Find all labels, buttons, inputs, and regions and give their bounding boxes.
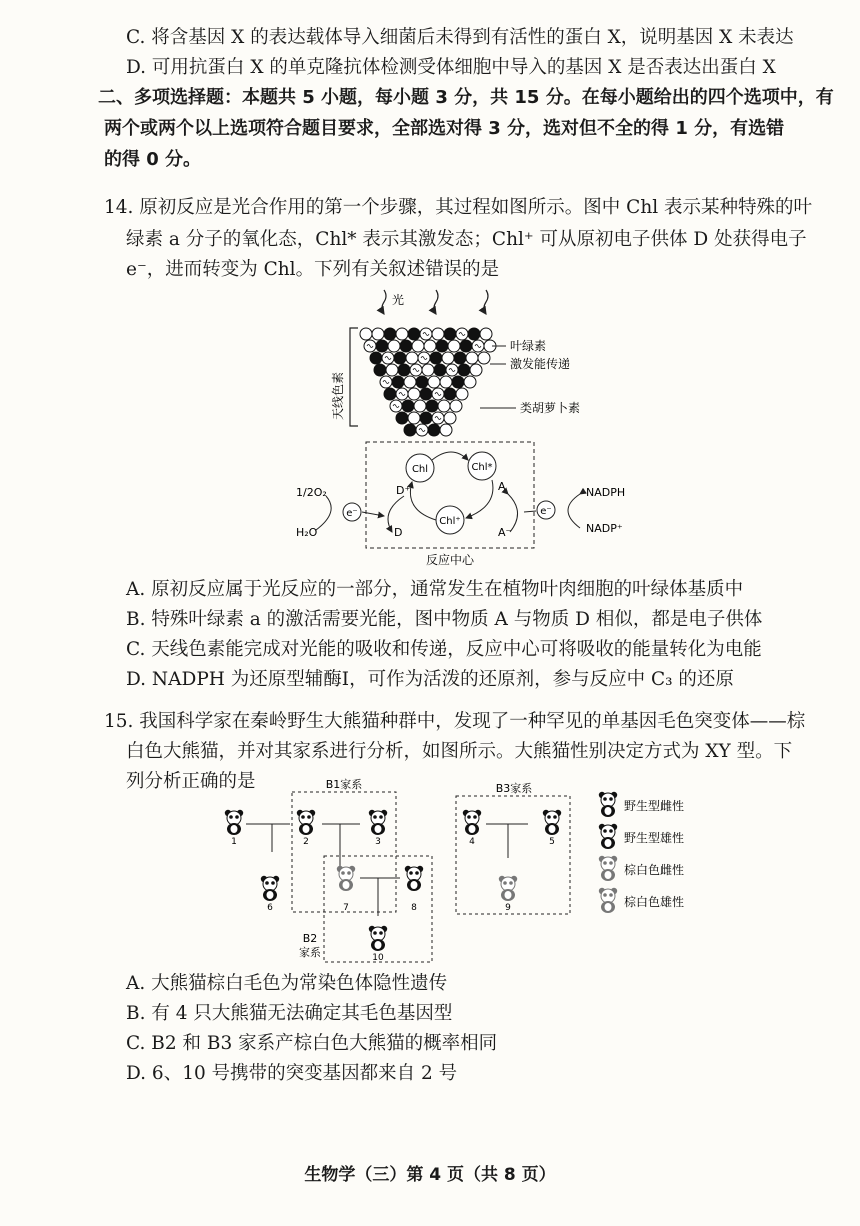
id-6: 6 — [267, 903, 273, 913]
light-arrow — [434, 290, 438, 314]
wild-panda-icon — [261, 876, 279, 901]
pigment-molecule — [372, 328, 384, 340]
center-label: 反应中心 — [425, 553, 475, 567]
pigment-molecule — [444, 388, 456, 400]
section2-line3: 的得 0 分。 — [104, 149, 202, 170]
h2o-label: H₂O — [296, 526, 318, 539]
light-arrow — [382, 290, 386, 314]
d-plus-label: D⁺ — [396, 484, 411, 497]
q15-option-a: A. 大熊猫棕白毛色为常染色体隐性遗传 — [126, 973, 448, 994]
legend-wild-female: 野生型雌性 — [624, 799, 685, 813]
pigment-molecule — [452, 376, 464, 388]
pigment-molecule — [402, 400, 414, 412]
pigment-molecule — [430, 352, 442, 364]
b3-label: B3家系 — [495, 782, 533, 795]
q14-option-b: B. 特殊叶绿素 a 的激活需要光能，图中物质 A 与物质 D 相似，都是电子供体 — [126, 609, 763, 630]
b2-label-a: B2 — [302, 932, 318, 945]
q14-stem-1: 14. 原初反应是光合作用的第一个步骤，其过程如图所示。图中 Chl 表示某种特殊的叶 — [104, 197, 813, 218]
pigment-molecule — [406, 352, 418, 364]
e-left-label: e⁻ — [346, 508, 358, 519]
pigment-molecule — [460, 340, 472, 352]
pigment-molecule — [400, 340, 412, 352]
page-footer: 生物学（三）第 4 页（共 8 页） — [304, 1165, 556, 1185]
pigment-molecule — [398, 364, 410, 376]
brown-panda-icon — [337, 866, 355, 891]
carotene-label: 类胡萝卜素 — [520, 401, 581, 415]
pigment-molecule — [458, 364, 470, 376]
pigment-molecule — [456, 388, 468, 400]
a-label: A — [498, 480, 506, 493]
pigment-molecule — [420, 412, 432, 424]
id-7: 7 — [343, 903, 349, 913]
pigment-molecule — [468, 328, 480, 340]
pigment-molecule — [434, 364, 446, 376]
q15-pedigree-figure — [210, 770, 710, 970]
pigment-molecule — [480, 328, 492, 340]
pigment-molecule — [384, 388, 396, 400]
id-5: 5 — [549, 837, 555, 847]
b1-label: B1家系 — [325, 778, 363, 791]
id-2: 2 — [303, 837, 309, 847]
pigment-molecule — [394, 352, 406, 364]
wild-panda-icon — [405, 866, 423, 891]
brown-panda-icon — [599, 856, 617, 881]
pigment-molecule — [386, 364, 398, 376]
pigment-molecule — [436, 340, 448, 352]
legend-wild-male: 野生型雄性 — [624, 831, 685, 845]
pigment-molecule — [440, 424, 452, 436]
wild-panda-icon — [463, 810, 481, 835]
pigment-molecule — [414, 400, 426, 412]
pigment-molecule — [432, 328, 444, 340]
brown-panda-icon — [499, 876, 517, 901]
pigment-molecule — [478, 352, 490, 364]
q15-option-c: C. B2 和 B3 家系产棕白色大熊猫的概率相同 — [126, 1033, 498, 1054]
pigment-molecule — [426, 400, 438, 412]
a-minus-label: A⁻ — [498, 526, 512, 539]
section2-line1: 二、多项选择题：本题共 5 小题，每小题 3 分，共 15 分。在每小题给出的四个选项中，有 — [98, 87, 834, 108]
pigment-molecule — [422, 364, 434, 376]
light-arrow — [484, 290, 488, 314]
pigment-molecule — [360, 328, 372, 340]
pigment-molecule — [444, 412, 456, 424]
pigment-molecule — [374, 364, 386, 376]
q14-option-d: D. NADPH 为还原型辅酶Ⅰ，可作为活泼的还原剂，参与反应中 C₃ 的还原 — [126, 669, 734, 690]
q13-option-c: C. 将含基因 X 的表达载体导入细菌后未得到有活性的蛋白 X，说明基因 X 未表达 — [126, 27, 794, 48]
q14-stem-3: e⁻，进而转变为 Chl。下列有关叙述错误的是 — [126, 259, 500, 280]
wild-panda-icon — [543, 810, 561, 835]
wild-panda-icon — [297, 810, 315, 835]
wild-panda-icon — [599, 824, 617, 849]
id-3: 3 — [375, 837, 381, 847]
q15-stem-2: 白色大熊猫，并对其家系进行分析，如图所示。大熊猫性别决定方式为 XY 型。下 — [126, 741, 793, 762]
pigment-molecule — [464, 376, 476, 388]
pigment-molecule — [416, 376, 428, 388]
id-1: 1 — [231, 837, 237, 847]
q15-option-b: B. 有 4 只大熊猫无法确定其毛色基因型 — [126, 1003, 453, 1024]
pigment-molecule — [408, 388, 420, 400]
q15-option-d: D. 6、10 号携带的突变基因都来自 2 号 — [126, 1063, 458, 1084]
pigment-molecule — [384, 328, 396, 340]
q14-stem-2: 绿素 a 分子的氧化态，Chl* 表示其激发态；Chl⁺ 可从原初电子供体 D 处获得电子 — [126, 229, 807, 250]
legend-brown-female: 棕白色雌性 — [624, 863, 685, 877]
q13-option-d: D. 可用抗蛋白 X 的单克隆抗体检测受体细胞中导入的基因 X 是否表达出蛋白 X — [126, 57, 776, 78]
q14-photosynthesis-figure — [280, 284, 640, 568]
id-10: 10 — [372, 953, 384, 963]
wild-panda-icon — [599, 792, 617, 817]
pigment-molecule — [424, 340, 436, 352]
wild-panda-icon — [225, 810, 243, 835]
id-9: 9 — [505, 903, 511, 913]
pigment-molecule — [420, 388, 432, 400]
pigment-molecule — [404, 376, 416, 388]
transfer-label: 激发能传递 — [510, 357, 571, 371]
pigment-molecule — [466, 352, 478, 364]
q15-stem-3: 列分析正确的是 — [126, 771, 256, 792]
chlorophyll-label: 叶绿素 — [510, 339, 547, 353]
pigment-molecule — [428, 424, 440, 436]
id-4: 4 — [469, 837, 475, 847]
pigment-molecule — [408, 412, 420, 424]
pigment-molecule — [392, 376, 404, 388]
pigment-molecule — [438, 400, 450, 412]
light-label: 光 — [392, 293, 405, 307]
legend-brown-male: 棕白色雄性 — [624, 895, 685, 909]
pigment-molecule — [448, 340, 460, 352]
pigment-molecule — [412, 340, 424, 352]
pigment-funnel — [360, 328, 496, 436]
pigment-molecule — [376, 340, 388, 352]
pigment-molecule — [454, 352, 466, 364]
pigment-molecule — [388, 340, 400, 352]
panda-icons — [225, 792, 617, 951]
section2-line2: 两个或两个以上选项符合题目要求，全部选对得 3 分，选对但不全的得 1 分，有选错 — [104, 118, 785, 139]
b2-label-b: 家系 — [299, 946, 321, 959]
pigment-molecule — [396, 412, 408, 424]
pigment-molecule — [442, 352, 454, 364]
chl-plus-label: Chl⁺ — [439, 516, 461, 527]
nadph-label: NADPH — [586, 486, 626, 499]
wild-panda-icon — [369, 810, 387, 835]
q14-option-c: C. 天线色素能完成对光能的吸收和传递，反应中心可将吸收的能量转化为电能 — [126, 639, 762, 660]
pigment-molecule — [370, 352, 382, 364]
pigment-molecule — [404, 424, 416, 436]
q14-option-a: A. 原初反应属于光反应的一部分，通常发生在植物叶肉细胞的叶绿体基质中 — [126, 579, 744, 600]
pigment-molecule — [444, 328, 456, 340]
o2-label: 1/2O₂ — [296, 486, 327, 499]
pigment-molecule — [440, 376, 452, 388]
d-label: D — [394, 526, 403, 539]
pigment-molecule — [408, 328, 420, 340]
q15-stem-1: 15. 我国科学家在秦岭野生大熊猫种群中，发现了一种罕见的单基因毛色突变体——棕 — [104, 711, 806, 732]
nadp-label: NADP⁺ — [586, 522, 623, 535]
chl-star-label: Chl* — [471, 462, 493, 473]
wild-panda-icon — [369, 926, 387, 951]
pigment-molecule — [396, 328, 408, 340]
pigment-molecule — [470, 364, 482, 376]
chl-label: Chl — [411, 464, 429, 475]
e-right-label: e⁻ — [540, 506, 552, 517]
pigment-molecule — [450, 400, 462, 412]
id-8: 8 — [411, 903, 417, 913]
antenna-label: 天线色素 — [331, 371, 345, 421]
pigment-molecule — [428, 376, 440, 388]
brown-panda-icon — [599, 888, 617, 913]
